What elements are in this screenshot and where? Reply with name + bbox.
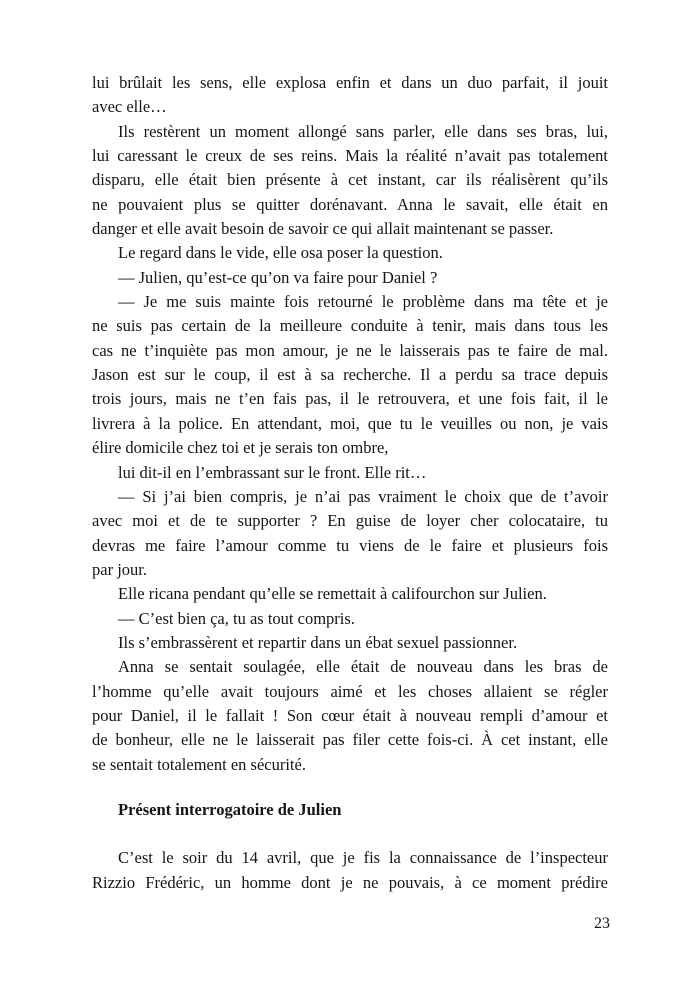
paragraph [92,461,608,485]
text-line: avec elle… [92,97,167,117]
text-line: Anna se sentait soulagée, elle était de nouveau dans les bras de [118,657,608,677]
text-line: élire domicile chez toi et je serais ton ombre, [92,438,389,458]
text-line: pour Daniel, il le fallait ! Son cœur était à nouveau rempli d’amour et [92,705,608,725]
text-line: ne suis pas certain de la meilleure conduite à tenir, mais dans tous les [92,316,608,336]
paragraph [92,266,608,290]
text-line: — C’est bien ça, tu as tout compris. [118,608,355,628]
text-line: de bonheur, elle ne le laisserait pas filer cette fois-ci. À cet instant, elle [92,730,608,750]
text-line: lui dit-il en l’embrassant sur le front. Elle rit… [118,462,427,482]
text-line: Ils restèrent un moment allongé sans parler, elle dans ses bras, lui, [118,121,608,141]
text-line: livrera à la police. En attendant, moi, que tu le veuilles ou non, je vais [92,413,608,433]
text-line: avec moi et de te supporter ? En guise de loyer cher colocataire, tu [92,511,608,531]
paragraph [92,290,608,460]
text-line: l’homme qu’elle avait toujours aimé et les choses allaient se régler [92,681,608,701]
text-line: par jour. [92,559,147,579]
text-line: — Je me suis mainte fois retourné le problème dans ma tête et je [118,292,608,312]
paragraph [92,582,608,606]
text-line: C’est le soir du 14 avril, que je fis la connaissance de l’inspecteur [118,848,608,868]
paragraph [92,485,608,582]
text-line: disparu, elle était bien présente à cet instant, car ils réalisèrent qu’ils [92,170,608,190]
text-line: danger et elle avait besoin de savoir ce qui allait maintenant se passer. [92,219,554,239]
paragraph [92,241,608,265]
paragraph [92,655,608,777]
text-line: Jason est sur le coup, il est à sa recherche. Il a perdu sa trace depuis [92,365,608,385]
text-line: — Julien, qu’est-ce qu’on va faire pour Daniel ? [118,267,438,287]
paragraph [92,71,608,120]
text-line: se sentait totalement en sécurité. [92,754,306,774]
text-line: — Si j’ai bien compris, je n’ai pas vraiment le choix que de t’avoir [118,486,608,506]
text-line: Rizzio Frédéric, un homme dont je ne pouvais, à ce moment prédire [92,872,608,892]
paragraph [92,631,608,655]
section-heading: Présent interrogatoire de Julien [118,799,342,819]
paragraph [92,846,608,895]
paragraph [92,120,608,242]
text-line: ne pouvaient plus se quitter dorénavant. Anna le savait, elle était en [92,194,608,214]
text-line: Le regard dans le vide, elle osa poser la question. [118,243,443,263]
text-line: cas ne t’inquiète pas mon amour, je ne le laisserais pas te faire de mal. [92,340,608,360]
text-line: Ils s’embrassèrent et repartir dans un ébat sexuel passionner. [118,632,518,652]
page-number: 23 [594,915,610,932]
text-block [92,71,608,895]
text-line: lui brûlait les sens, elle explosa enfin et dans un duo parfait, il jouit [92,73,608,92]
text-line: Elle ricana pendant qu’elle se remettait à califourchon sur Julien. [118,584,547,604]
text-line: trois jours, mais ne t’en fais pas, il le retrouvera, et une fois fait, il le [92,389,608,409]
text-line: devras me faire l’amour comme tu viens de le faire et plusieurs fois [92,535,608,555]
paragraph [92,607,608,631]
text-line: lui caressant le creux de ses reins. Mais la réalité n’avait pas totalement [92,146,608,166]
